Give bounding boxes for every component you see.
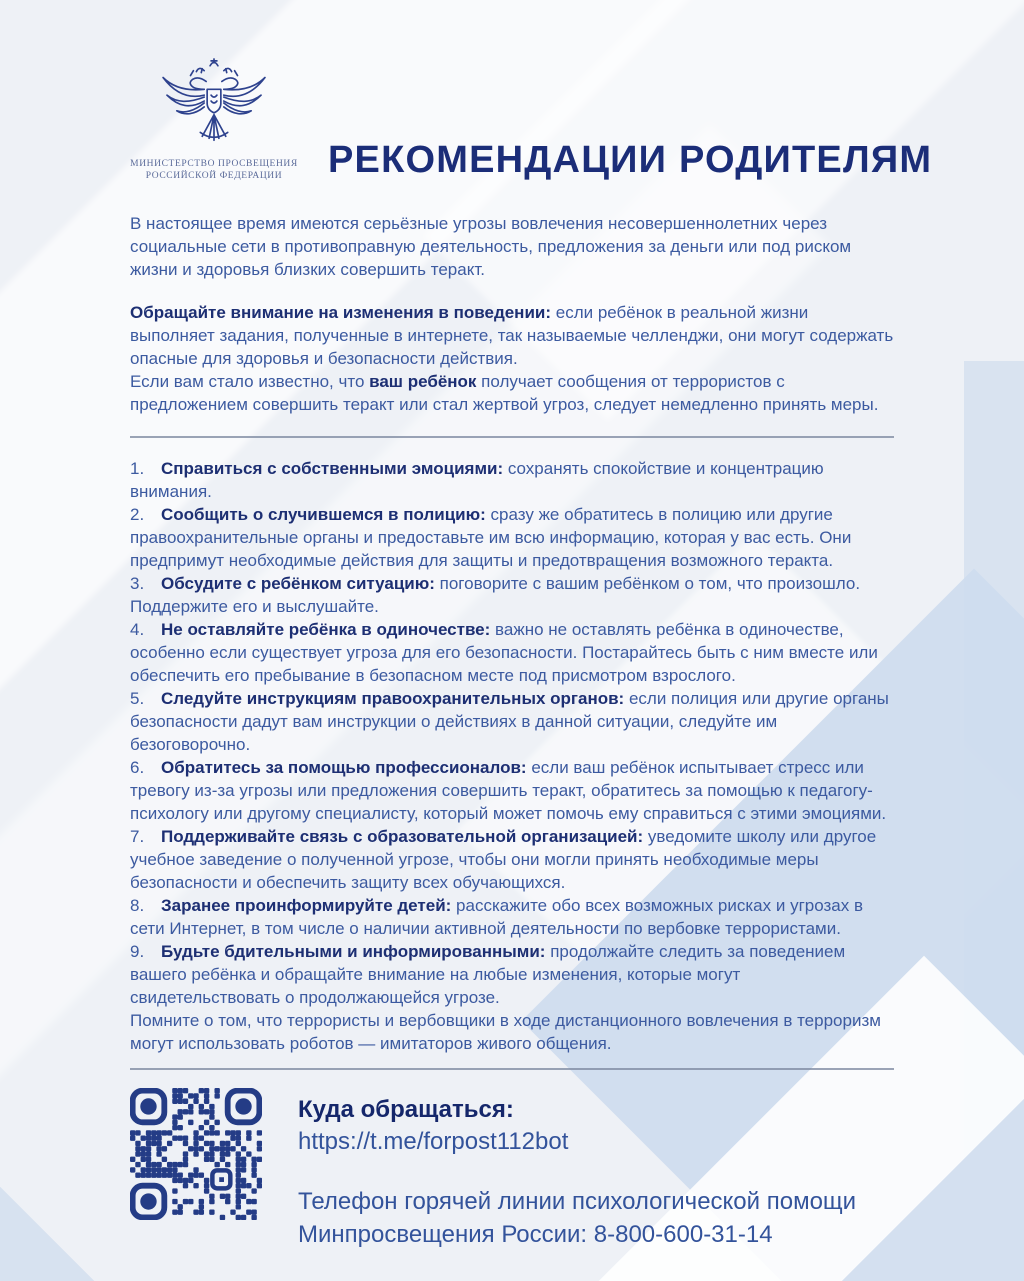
item-number: 2.	[130, 505, 145, 524]
ministry-name	[130, 158, 298, 182]
item-lead: Не оставляйте ребёнка в одиночестве:	[161, 620, 491, 639]
header	[130, 0, 933, 182]
list-item-8	[130, 894, 894, 940]
qr-code	[130, 1088, 262, 1220]
hotline-line2: Минпросвещения России: 8-800-600-31-14	[298, 1221, 773, 1248]
item-lead: Справиться с собственными эмоциями:	[161, 459, 504, 478]
list-item-4	[130, 618, 894, 687]
intro-paragraph-2	[130, 301, 894, 370]
item-text: если полиция или другие органы безопасности дадут вам инструкции о действиях в данной ситуации, следуйте им безоговорочно.	[130, 689, 889, 754]
intro-paragraph-3-bold: ваш ребёнок	[369, 372, 477, 391]
intro-paragraph-2-text: если ребёнок в реальной жизни выполняет задания, полученные в интернете, так называемые челленджи, они могут содержать опасные для здоровья и безопасности действия.	[130, 303, 894, 368]
item-number: 7.	[130, 827, 145, 846]
ministry-emblem-block	[130, 54, 298, 182]
item-text: поговорите с вашим ребёнком о том, что произошло. Поддержите его и выслушайте.	[130, 574, 861, 616]
item-lead: Обратитесь за помощью профессионалов:	[161, 758, 527, 777]
item-number: 4.	[130, 620, 145, 639]
telegram-bot-link[interactable]: https://t.me/forpost112bot	[298, 1128, 569, 1155]
background-diamond	[0, 1172, 119, 1281]
ministry-name-line1: МИНИСТЕРСТВО ПРОСВЕЩЕНИЯ	[130, 159, 298, 169]
item-number: 9.	[130, 942, 145, 961]
hotline-info	[298, 1185, 856, 1251]
contact-heading: Куда обращаться:	[298, 1096, 514, 1123]
item-lead: Сообщить о случившемся в полицию:	[161, 505, 486, 524]
divider-bottom	[130, 1068, 894, 1070]
item-number: 3.	[130, 574, 145, 593]
footer	[130, 1088, 894, 1251]
item-text: сразу же обратитесь в полицию или другие правоохранительные органы и предоставьте им всю информацию, которая у вас есть. Они предпримут необходимые действия для защиты и предотвращения возможного теракта.	[130, 505, 852, 570]
divider-top	[130, 436, 894, 438]
intro-paragraph-1: В настоящее время имеются серьёзные угрозы вовлечения несовершеннолетних через социальные сети в противоправную деятельность, предложения за деньги или под риском жизни и здоровья близких совершить теракт.	[130, 214, 852, 279]
item-lead: Заранее проинформируйте детей:	[161, 896, 452, 915]
item-text: важно не оставлять ребёнка в одиночестве, особенно если существует угроза для его безопасности. Постарайтесь быть с ним вместе или обеспечить его пребывание в безопасном месте под присмотром взрослого.	[130, 620, 878, 685]
page-title: РЕКОМЕНДАЦИИ РОДИТЕЛЯМ	[328, 139, 933, 181]
double-headed-eagle-icon	[155, 54, 273, 152]
contact-block	[298, 1088, 856, 1251]
intro-paragraph-3-prefix: Если вам стало известно, что	[130, 372, 370, 391]
intro-paragraph-3	[130, 370, 894, 416]
item-text: если ваш ребёнок испытывает стресс или тревогу из-за угрозы или предложения совершить теракт, обратитесь за помощью к педагогу-психологу или другому специалисту, который может помочь ему справиться с этими эмоциями.	[130, 758, 887, 823]
list-item-5	[130, 687, 894, 756]
closing-note: Помните о том, что террористы и вербовщики в ходе дистанционного вовлечения в терроризм могут использовать роботов — имитаторов живого общения.	[130, 1011, 881, 1053]
item-lead: Будьте бдительными и информированными:	[161, 942, 546, 961]
list-item-9	[130, 940, 894, 1009]
item-lead: Следуйте инструкциям правоохранительных органов:	[161, 689, 625, 708]
intro-paragraph-3-text: получает сообщения от террористов с предложением совершить теракт или стал жертвой угроз, следует немедленно принять меры.	[130, 372, 879, 414]
list-item-2	[130, 503, 894, 572]
item-number: 6.	[130, 758, 145, 777]
hotline-line1: Телефон горячей линии психологической помощи	[298, 1188, 857, 1215]
item-text: продолжайте следить за поведением вашего ребёнка и обращайте внимание на любые изменения, которые могут свидетельствовать о продолжающейся угрозе.	[130, 942, 846, 1007]
intro-paragraph-2-lead: Обращайте внимание на изменения в поведении:	[130, 303, 552, 322]
item-number: 8.	[130, 896, 145, 915]
item-text: уведомите школу или другое учебное заведение о полученной угрозе, чтобы они могли принять необходимые меры безопасности и обеспечить защиту всех обучающихся.	[130, 827, 877, 892]
item-text: расскажите обо всех возможных рисках и угрозах в сети Интернет, в том числе о наличии активной деятельности по вербовке террористами.	[130, 896, 863, 938]
item-lead: Поддерживайте связь с образовательной организацией:	[161, 827, 644, 846]
recommendations-list	[130, 457, 894, 1055]
list-item-6	[130, 756, 894, 825]
item-text: сохранять спокойствие и концентрацию внимания.	[130, 459, 824, 501]
item-number: 1.	[130, 459, 145, 478]
list-item-1	[130, 457, 894, 503]
item-lead: Обсудите с ребёнком ситуацию:	[161, 574, 435, 593]
ministry-name-line2: РОССИЙСКОЙ ФЕДЕРАЦИИ	[145, 171, 283, 181]
item-number: 5.	[130, 689, 145, 708]
list-item-3	[130, 572, 894, 618]
list-item-7	[130, 825, 894, 894]
